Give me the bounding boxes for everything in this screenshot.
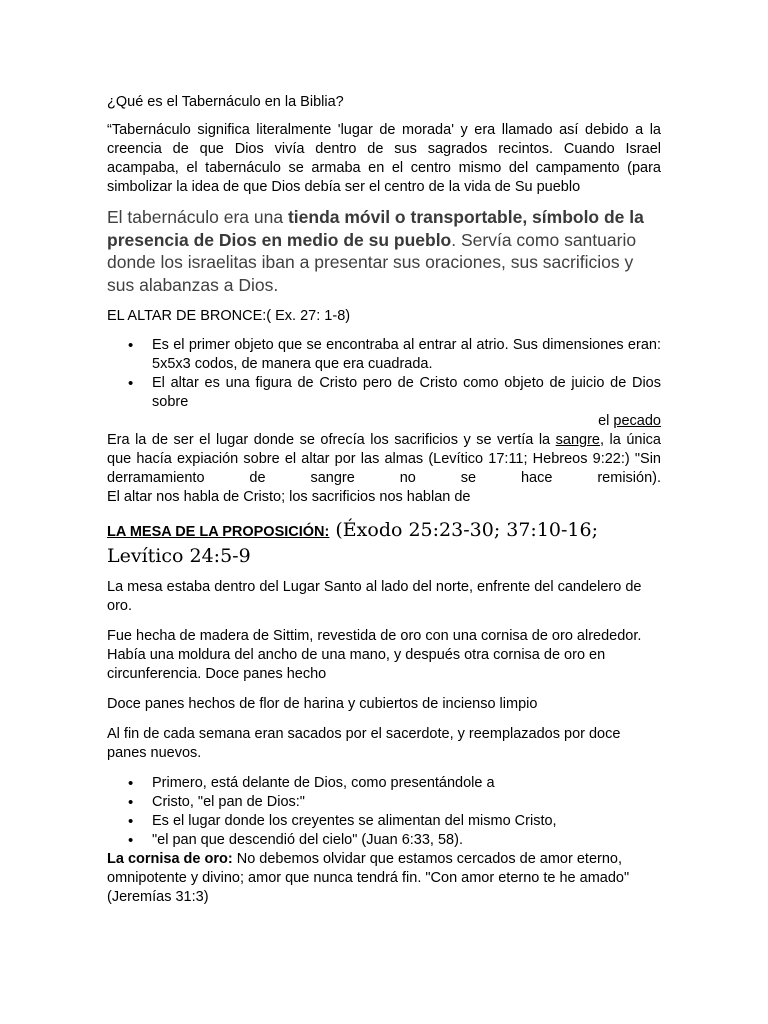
altar-explanation-rest: , la única que hacía expiación sobre el altar por las almas (Levítico 17:11; Hebreos 9:22:) "Sin derramamiento de sangre no se hace remisión). — [107, 432, 661, 486]
altar-explanation-last-line: El altar nos habla de Cristo; los sacrificios nos hablan de — [107, 489, 471, 505]
mesa-heading-label: LA MESA DE LA PROPOSICIÓN: — [107, 524, 330, 540]
mesa-bullet-list — [107, 774, 661, 850]
altar-bullet-end — [152, 412, 661, 431]
tabernacle-summary-paragraph — [107, 206, 661, 296]
altar-bullet-end-prefix: el — [598, 413, 614, 429]
altar-heading: EL ALTAR DE BRONCE:( Ex. 27: 1-8) — [107, 308, 351, 324]
mesa-location-paragraph: La mesa estaba dentro del Lugar Santo al lado del norte, enfrente del candelero de oro. — [107, 579, 642, 614]
mesa-bullet-item: • Primero, está delante de Dios, como presentándole a — [107, 774, 661, 793]
panes-paragraph: Doce panes hechos de flor de harina y cubiertos de incienso limpio — [107, 696, 538, 712]
cornisa-label: La cornisa de oro: — [107, 851, 233, 867]
mesa-heading-reference: (Éxodo 25:23-30; 37:10-16; Levítico 24:5-9 — [107, 519, 599, 567]
summary-rest: . Servía como santuario donde los israelitas iban a presentar sus oraciones, sus sacrificios y sus alabanzas a Dios. — [107, 229, 637, 295]
altar-bullet-list — [107, 336, 661, 431]
summary-bold: tienda móvil o transportable, símbolo de la presencia de Dios en medio de su pueblo — [107, 207, 644, 250]
mesa-heading — [107, 518, 661, 570]
summary-intro: El tabernáculo era una — [107, 207, 288, 227]
altar-explanation-paragraph — [107, 431, 661, 507]
altar-bullet-item: • Es el primer objeto que se encontraba al entrar al atrio. Sus dimensiones eran: 5x5x3 codos, de manera que era cuadrada. — [107, 336, 661, 374]
altar-bullet-text: • El altar es una figura de Cristo pero de Cristo como objeto de juicio de Dios sobre — [152, 375, 661, 410]
altar-explanation-start: Era la de ser el lugar donde se ofrecía los sacrificios y se vertía la — [107, 432, 556, 448]
mesa-bullet-item: • "el pan que descendió del cielo" (Juan 6:33, 58). — [107, 831, 661, 850]
weekly-replacement-paragraph: Al fin de cada semana eran sacados por el sacerdote, y reemplazados por doce panes nuevos. — [107, 726, 621, 761]
question-heading: ¿Qué es el Tabernáculo en la Biblia? — [107, 94, 344, 110]
cornisa-paragraph — [107, 850, 661, 907]
pecado-link[interactable]: pecado — [613, 413, 661, 429]
cornisa-text: No debemos olvidar que estamos cercados de amor eterno, omnipotente y divino; amor que nunca tendrá fin. "Con amor eterno te he amado" (Jeremías 31:3) — [107, 851, 630, 905]
document-page — [107, 93, 661, 907]
mesa-construction-paragraph: Fue hecha de madera de Sittim, revestida de oro con una cornisa de oro alrededor. Había una moldura del ancho de una mano, y después otra cornisa de oro en circunferencia. Doce panes hecho — [107, 628, 642, 682]
sangre-link[interactable]: sangre — [555, 432, 600, 448]
mesa-bullet-item: • Es el lugar donde los creyentes se alimentan del mismo Cristo, — [107, 812, 661, 831]
altar-explanation-text — [107, 431, 661, 488]
altar-bullet-item — [107, 374, 661, 431]
tabernacle-definition-paragraph: “Tabernáculo significa literalmente 'lugar de morada' y era llamado así debido a la creencia de que Dios vivía dentro de sus sagrados recintos. Cuando Israel acampaba, el tabernáculo se armaba en el centro mismo del campamento (para simbolizar la idea de que Dios debía ser el centro de la vida de Su pueblo — [107, 122, 661, 195]
mesa-bullet-item: • Cristo, "el pan de Dios:" — [107, 793, 661, 812]
